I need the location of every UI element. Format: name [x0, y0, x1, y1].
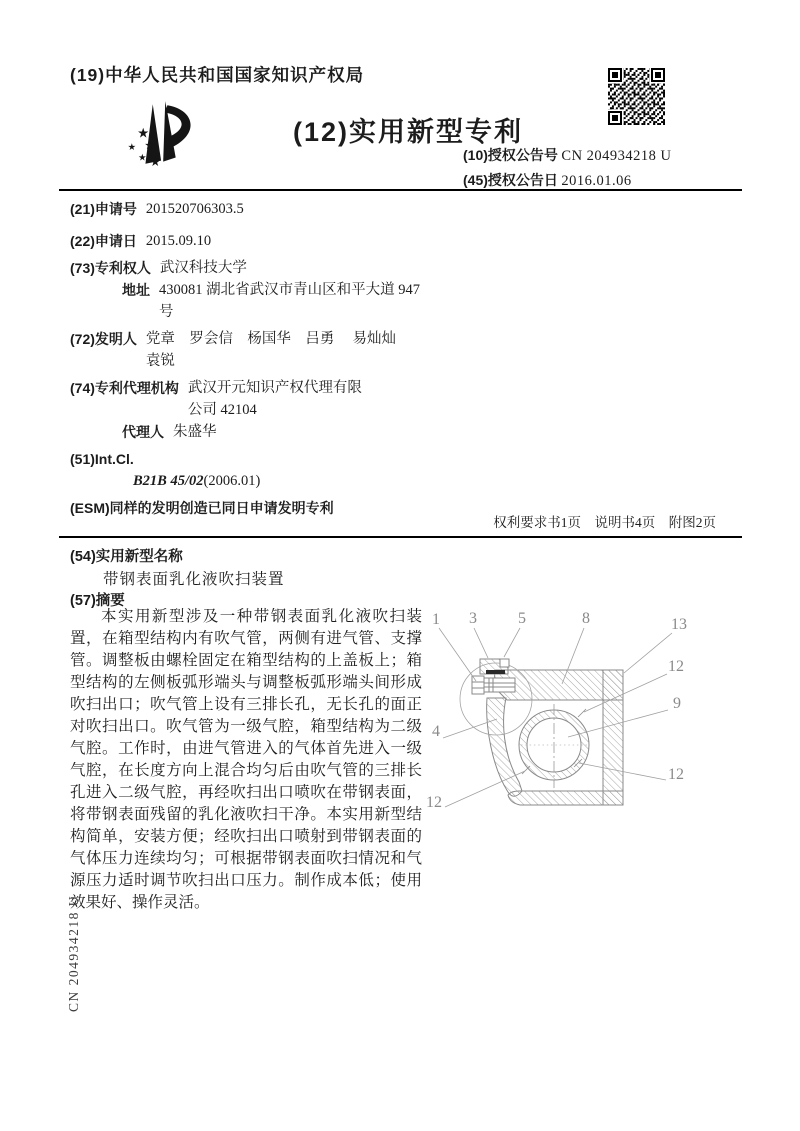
figure-label: 12 — [668, 766, 684, 783]
agency-field: (74)专利代理机构 武汉开元知识产权代理有限 公司 42104 — [70, 380, 362, 418]
pages-summary: 权利要求书1页 说明书4页 附图2页 — [493, 515, 716, 530]
agent-field: 代理人 朱盛华 — [122, 424, 217, 440]
figure-label: 12 — [426, 794, 442, 811]
intcl-field: (51)Int.Cl. — [70, 451, 134, 467]
figure-label: 5 — [518, 610, 526, 627]
publication-number-value: CN 204934218 U — [561, 148, 672, 164]
intcl-classification: B21B 45/02(2006.01) — [133, 473, 261, 489]
blow-pipe-section — [519, 704, 589, 788]
svg-text:★: ★ — [127, 142, 137, 154]
figure-label: 9 — [673, 695, 681, 712]
figure-label: 8 — [582, 610, 590, 627]
bibliographic-data — [70, 198, 462, 519]
qr-code-icon — [608, 68, 665, 130]
figure-label: 1 — [432, 611, 440, 628]
side-publication-code: CN 204934218 U — [66, 894, 81, 1012]
invention-title: 带钢表面乳化液吹扫装置 — [103, 571, 285, 588]
issuing-office-title: (19)中华人民共和国国家知识产权局 — [70, 65, 365, 85]
application-number-field: (21)申请号 201520706303.5 — [70, 201, 244, 217]
biblio-divider — [59, 536, 742, 538]
figure-label: 13 — [671, 616, 687, 633]
utility-title-heading: (54)实用新型名称 — [70, 549, 183, 565]
svg-text:★: ★ — [137, 125, 150, 142]
cnipa-logo-icon — [112, 98, 206, 199]
svg-text:★: ★ — [144, 138, 155, 153]
publication-date — [463, 170, 632, 190]
patentee-field: (73)专利权人 武汉科技大学 — [70, 260, 247, 276]
abstract-heading: (57)摘要 — [70, 593, 125, 609]
publication-number-label: (10)授权公告号 — [463, 147, 558, 163]
document-type-title: (12)实用新型专利 — [293, 117, 524, 147]
figure-label: 3 — [469, 610, 477, 627]
publication-date-value: 2016.01.06 — [561, 173, 632, 189]
application-date-field: (22)申请日 2015.09.10 — [70, 233, 212, 249]
figure-label: 4 — [432, 723, 440, 740]
svg-text:★: ★ — [149, 153, 161, 169]
publication-date-label: (45)授权公告日 — [463, 172, 558, 188]
figure-label: 12 — [668, 658, 684, 675]
patent-figure — [418, 586, 748, 849]
publication-number — [463, 145, 672, 165]
address-field: 地址 430081 湖北省武汉市青山区和平大道 947 号 — [122, 282, 420, 320]
inventors-field: (72)发明人 党章 罗会信 杨国华 吕勇 易灿灿 袁锐 — [70, 331, 411, 369]
abstract-text: 本实用新型涉及一种带钢表面乳化液吹扫装置，在箱型结构内有吹气管，两侧有进气管、支撑管。调整板由螺栓固定在箱型结构的上盖板上；箱型结构的左侧板弧形端头与调整板弧形端头间形成吹扫出口；吹气管上设有三排长孔，无长孔的面正对吹扫出口。吹气管为一级气腔，箱型结构为二级气腔。工作时，由进气管进入的气体首先进入一级气腔，在长度方向上混合均匀后由吹气管的三排长孔进入二级气腔，再经吹扫出口喷吹在带钢表面，将带钢表面残留的乳化液吹扫干净。本实用新型结构简单，安装方便；经吹扫出口喷射到带钢表面的气体压力连续均匀；可根据带钢表面吹扫情况和气源压力适时调节吹扫出口压力。制作成本低；使用效果好、操作灵活。 — [70, 608, 422, 911]
esm-note: (ESM)同样的发明创造已同日申请发明专利 — [70, 500, 334, 516]
svg-text:★: ★ — [138, 152, 147, 164]
header-divider — [59, 189, 742, 191]
